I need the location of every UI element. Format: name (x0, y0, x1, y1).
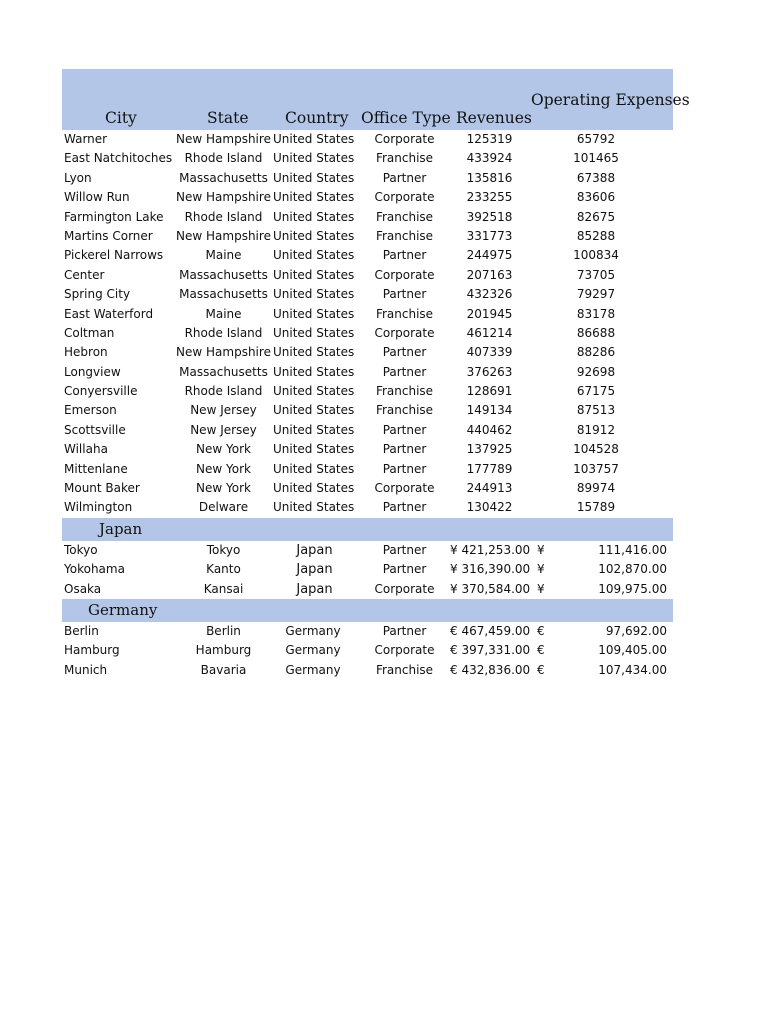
table-row (62, 149, 673, 168)
cell-state: New Hampshire (176, 132, 271, 146)
cell-operating-expenses: 103757 (573, 461, 619, 476)
cell-office-type: Franchise (375, 209, 434, 224)
cell-office-type: Partner (382, 442, 427, 457)
cell-office-type: Partner (382, 345, 427, 360)
cell-operating-expenses: 86688 (576, 325, 616, 340)
cell-country: United States (273, 228, 355, 243)
cell-office-type: Partner (382, 170, 427, 185)
cell-operating-expenses: 102,870.00 (598, 562, 667, 577)
cell-city: Center (64, 267, 105, 282)
cell-city: Scottsville (64, 422, 126, 437)
cell-operating-expenses: 88286 (576, 345, 616, 360)
table-header (62, 69, 690, 130)
table-row (62, 343, 673, 362)
cell-operating-expenses: 109,405.00 (598, 643, 667, 658)
cell-country: United States (273, 190, 355, 205)
cell-revenues: 201945 (466, 306, 513, 321)
cell-operating-expenses: 82675 (576, 209, 616, 224)
cell-state: Rhode Island (184, 209, 263, 224)
cell-revenues: 137925 (466, 442, 513, 457)
germany-section-title: Germany (88, 600, 158, 619)
cell-operating-expenses: 73705 (576, 267, 616, 282)
cell-city: Martins Corner (64, 228, 153, 243)
cell-operating-expenses: 92698 (576, 364, 616, 379)
japan-section (62, 541, 673, 599)
cell-office-type: Corporate (374, 481, 435, 496)
cell-state: New York (196, 461, 251, 476)
table-row (62, 460, 673, 479)
cell-operating-expenses: 15789 (576, 500, 616, 515)
cell-city: Conyersville (64, 384, 138, 399)
cell-office-type: Corporate (374, 325, 435, 340)
cell-office-type: Corporate (374, 267, 435, 282)
cell-state: New Jersey (190, 403, 257, 418)
cell-state: Delware (198, 500, 249, 515)
table-row (62, 305, 673, 324)
cell-office-type: Franchise (375, 403, 434, 418)
table-row (62, 188, 673, 207)
cell-revenues: € 467,459.00 (450, 623, 531, 638)
cell-country: United States (273, 500, 355, 515)
cell-city: East Natchitoches (64, 151, 173, 166)
cell-operating-expenses: 67175 (576, 384, 616, 399)
cell-revenues: 149134 (466, 403, 513, 418)
cell-revenues: 135816 (466, 170, 513, 185)
cell-city: Yokohama (64, 562, 125, 577)
cell-office-type: Corporate (374, 643, 435, 658)
cell-office-type: Corporate (374, 581, 435, 596)
cell-revenues: ¥ 316,390.00 (450, 562, 531, 577)
cell-revenues: 125319 (466, 132, 513, 146)
cell-city: Mittenlane (64, 461, 128, 476)
germany-section-band (62, 599, 673, 622)
cell-state: New Hampshire (176, 345, 271, 360)
cell-country: United States (273, 325, 355, 340)
cell-operating-expenses: 81912 (576, 422, 616, 437)
cell-state: Massachusetts (179, 287, 268, 302)
cell-state: Maine (205, 306, 242, 321)
cell-operating-expenses: 111,416.00 (598, 542, 667, 557)
table-row (62, 227, 673, 246)
table-row (62, 169, 673, 188)
cell-revenues: 244913 (466, 481, 513, 496)
table-row (62, 641, 673, 660)
cell-revenues: 407339 (466, 345, 513, 360)
cell-office-type: Partner (382, 542, 427, 557)
cell-operating-expenses: 104528 (573, 442, 619, 457)
cell-country: United States (273, 384, 355, 399)
cell-city: Willaha (64, 442, 108, 457)
table-row (62, 401, 673, 420)
cell-country: United States (273, 481, 355, 496)
cell-currency-symbol: ¥ (537, 581, 545, 596)
cell-state: Massachusetts (179, 364, 268, 379)
cell-office-type: Partner (382, 562, 427, 577)
cell-operating-expenses: 79297 (576, 287, 616, 302)
cell-office-type: Franchise (375, 306, 434, 321)
cell-city: Willow Run (64, 190, 130, 205)
cell-state: Massachusetts (179, 170, 268, 185)
cell-city: Lyon (64, 170, 92, 185)
cell-city: Spring City (64, 287, 131, 302)
cell-office-type: Partner (382, 364, 427, 379)
cell-country: United States (273, 403, 355, 418)
table-row (62, 246, 673, 265)
cell-city: Pickerel Narrows (64, 248, 164, 263)
cell-currency-symbol: € (537, 662, 545, 677)
cell-operating-expenses: 85288 (576, 228, 616, 243)
cell-state: New York (196, 481, 251, 496)
cell-revenues: 461214 (466, 325, 513, 340)
table-row (62, 622, 673, 641)
table-row (62, 498, 673, 517)
cell-revenues: 331773 (466, 228, 513, 243)
table-row (62, 266, 673, 285)
cell-country: United States (273, 306, 355, 321)
header-revenues: Revenues (456, 109, 532, 127)
germany-section (62, 622, 673, 680)
japan-section-band (62, 518, 673, 541)
cell-currency-symbol: € (537, 643, 545, 658)
cell-operating-expenses: 107,434.00 (598, 662, 667, 677)
header-city: City (105, 109, 137, 127)
cell-country: United States (273, 267, 355, 282)
cell-state: New Jersey (190, 422, 257, 437)
table-row (62, 440, 673, 459)
cell-state: Rhode Island (184, 325, 263, 340)
table-row (62, 382, 673, 401)
cell-operating-expenses: 83606 (576, 190, 616, 205)
cell-state: Hamburg (195, 643, 252, 658)
cell-state: Massachusetts (179, 267, 268, 282)
cell-revenues: 177789 (466, 461, 513, 476)
cell-office-type: Partner (382, 287, 427, 302)
cell-country: United States (273, 461, 355, 476)
cell-city: Coltman (64, 325, 115, 340)
cell-city: Emerson (64, 403, 117, 418)
japan-section-title: Japan (99, 519, 143, 538)
cell-city: Farmington Lake (64, 209, 164, 224)
cell-country: Germany (285, 662, 341, 677)
header-country: Country (285, 109, 349, 127)
cell-office-type: Partner (382, 461, 427, 476)
cell-city: Berlin (64, 623, 99, 638)
header-operating-expenses: Operating Expenses (531, 91, 690, 109)
cell-city: East Waterford (64, 306, 154, 321)
table-row (62, 661, 673, 680)
cell-office-type: Corporate (374, 190, 435, 205)
cell-country: Japan (296, 581, 333, 597)
cell-revenues: 207163 (466, 267, 513, 282)
cell-country: United States (273, 151, 355, 166)
us-section (62, 130, 673, 518)
cell-office-type: Franchise (375, 151, 434, 166)
cell-revenues: 432326 (466, 287, 513, 302)
cell-country: United States (273, 209, 355, 224)
cell-city: Osaka (64, 581, 102, 596)
cell-revenues: € 397,331.00 (450, 643, 531, 658)
cell-state: Rhode Island (184, 151, 263, 166)
cell-currency-symbol: ¥ (537, 562, 545, 577)
cell-operating-expenses: 109,975.00 (598, 581, 667, 596)
cell-state: Kanto (206, 562, 241, 577)
cell-city: Warner (64, 132, 108, 146)
cell-office-type: Franchise (375, 384, 434, 399)
cell-operating-expenses: 89974 (576, 481, 616, 496)
cell-operating-expenses: 97,692.00 (605, 623, 667, 638)
cell-office-type: Partner (382, 623, 427, 638)
cell-revenues: ¥ 421,253.00 (450, 542, 531, 557)
cell-country: United States (273, 248, 355, 263)
cell-country: United States (273, 170, 355, 185)
cell-country: United States (273, 287, 355, 302)
spreadsheet-table (62, 69, 690, 680)
cell-revenues: 128691 (466, 384, 513, 399)
cell-operating-expenses: 101465 (573, 151, 619, 166)
cell-office-type: Partner (382, 248, 427, 263)
cell-state: New Hampshire (176, 228, 271, 243)
cell-city: Hamburg (64, 643, 120, 658)
table-row (62, 285, 673, 304)
cell-revenues: ¥ 370,584.00 (450, 581, 531, 596)
cell-currency-symbol: ¥ (537, 542, 545, 557)
table-row (62, 363, 673, 382)
table-row (62, 130, 673, 149)
cell-country: Germany (285, 623, 341, 638)
cell-revenues: 376263 (466, 364, 513, 379)
table-row (62, 560, 673, 579)
cell-operating-expenses: 67388 (576, 170, 616, 185)
cell-city: Longview (64, 364, 121, 379)
cell-city: Tokyo (64, 542, 98, 557)
cell-country: Germany (285, 643, 341, 658)
cell-state: Tokyo (206, 542, 241, 557)
cell-city: Mount Baker (64, 481, 140, 496)
cell-state: Maine (205, 248, 242, 263)
cell-country: Japan (296, 542, 333, 558)
cell-state: New Hampshire (176, 190, 271, 205)
cell-state: New York (196, 442, 251, 457)
cell-city: Munich (64, 662, 108, 677)
cell-operating-expenses: 65792 (576, 132, 616, 146)
cell-operating-expenses: 83178 (576, 306, 616, 321)
table-row (62, 479, 673, 498)
table-row (62, 324, 673, 343)
cell-office-type: Partner (382, 422, 427, 437)
header-state: State (207, 109, 249, 127)
cell-revenues: 433924 (466, 151, 513, 166)
cell-city: Wilmington (64, 500, 133, 515)
cell-state: Bavaria (200, 662, 247, 677)
cell-city: Hebron (64, 345, 108, 360)
cell-currency-symbol: € (537, 623, 545, 638)
cell-country: United States (273, 132, 355, 146)
cell-office-type: Corporate (374, 132, 435, 146)
cell-country: United States (273, 442, 355, 457)
cell-office-type: Partner (382, 500, 427, 515)
cell-country: United States (273, 364, 355, 379)
cell-office-type: Franchise (375, 662, 434, 677)
cell-state: Berlin (206, 623, 241, 638)
cell-operating-expenses: 100834 (573, 248, 619, 263)
cell-revenues: 440462 (466, 422, 513, 437)
cell-country: United States (273, 345, 355, 360)
cell-revenues: 244975 (466, 248, 513, 263)
cell-revenues: 130422 (466, 500, 513, 515)
cell-revenues: € 432,836.00 (450, 662, 531, 677)
table-row (62, 208, 673, 227)
table-row (62, 541, 673, 560)
header-office-type: Office Type (361, 109, 451, 127)
cell-state: Kansai (203, 581, 244, 596)
cell-office-type: Franchise (375, 228, 434, 243)
cell-revenues: 233255 (466, 190, 513, 205)
cell-country: Japan (296, 562, 333, 578)
table-row (62, 580, 673, 599)
cell-operating-expenses: 87513 (576, 403, 616, 418)
cell-revenues: 392518 (466, 209, 513, 224)
cell-state: Rhode Island (184, 384, 263, 399)
cell-country: United States (273, 422, 355, 437)
table-row (62, 421, 673, 440)
